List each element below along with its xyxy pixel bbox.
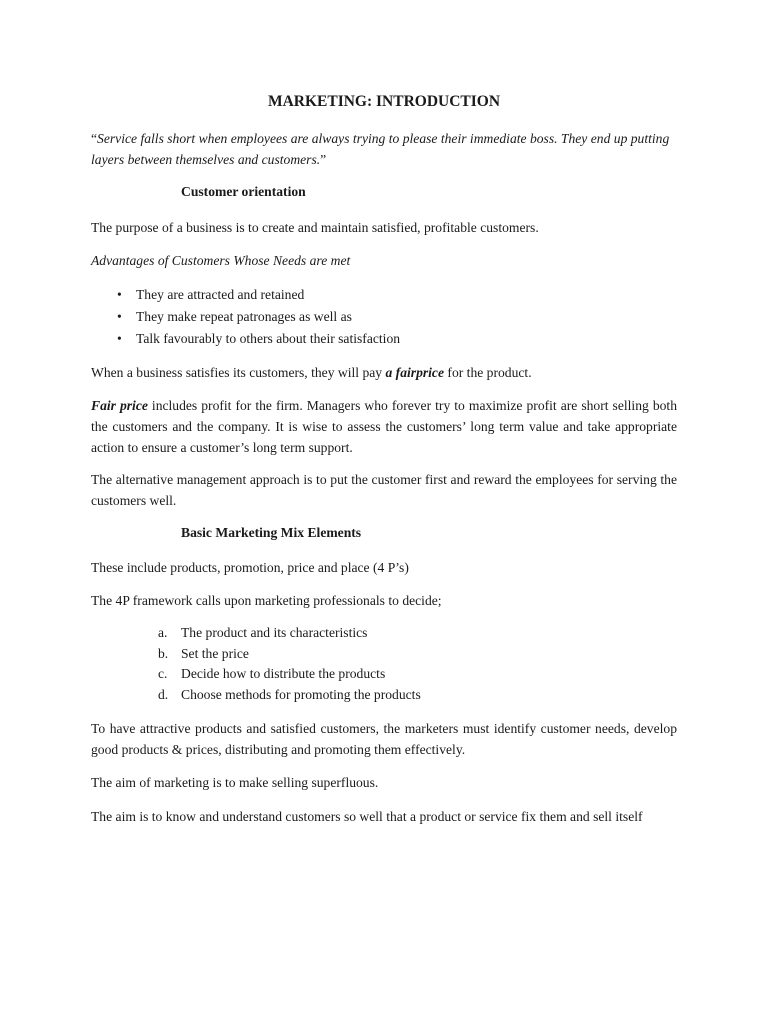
aim-of-marketing-paragraph: The aim of marketing is to make selling superfluous. (91, 775, 379, 790)
list-item (91, 644, 421, 665)
quote-close-mark: ” (320, 152, 327, 167)
quote-open-mark: “ (91, 131, 98, 146)
list-item (91, 306, 400, 328)
advantages-subheading: Advantages of Customers Whose Needs are met (91, 253, 351, 268)
purpose-paragraph: The purpose of a business is to create and maintain satisfied, profitable customers. (91, 220, 539, 235)
list-item-text: Set the price (181, 645, 249, 661)
list-item (91, 328, 400, 350)
list-item-text: Talk favourably to others about their satisfaction (136, 331, 401, 346)
aim-understand-customers-paragraph: The aim is to know and understand customers so well that a product or service fix them and sell itself (91, 809, 643, 824)
list-marker: c. (158, 666, 168, 682)
bullet-icon: • (117, 309, 122, 324)
list-item-text: Decide how to distribute the products (181, 666, 386, 682)
section-heading-marketing-mix: Basic Marketing Mix Elements (181, 525, 362, 540)
list-item-text: Choose methods for promoting the products (181, 687, 421, 703)
bullet-icon: • (117, 287, 122, 302)
alternative-approach-paragraph: The alternative management approach is to put the customer first and reward the employees for serving the customers well. (91, 472, 677, 508)
fairprice-term: Fair price (91, 398, 148, 413)
attractive-products-paragraph: To have attractive products and satisfied customers, the marketers must identify customer needs, develop good products & prices, distributing and promoting them effectively. (91, 721, 677, 757)
fairprice-paragraph (91, 362, 677, 383)
fairprice-text-after: for the product. (444, 365, 532, 380)
quote-text: Service falls short when employees are always trying to please their immediate boss. They end up putting layers between themselves and customers. (91, 131, 670, 167)
list-item (91, 685, 421, 706)
bullet-icon: • (117, 331, 122, 346)
list-item (91, 664, 421, 685)
list-marker: b. (158, 645, 169, 661)
document-title: MARKETING: INTRODUCTION (267, 93, 501, 110)
opening-quote (91, 128, 677, 170)
framework-paragraph: The 4P framework calls upon marketing professionals to decide; (91, 593, 442, 608)
list-item-text: They are attracted and retained (136, 287, 305, 302)
list-marker: a. (158, 625, 168, 640)
fairprice-emphasis: a fairprice (385, 365, 445, 380)
fairprice-definition-paragraph (91, 395, 677, 458)
fairprice-definition-text: includes profit for the firm. Managers who forever try to maximize profit are short selling both the customers and the company. It is wise to assess the customers’ long term value and take appropriate action to ensure a customer’s long term support. (91, 398, 677, 455)
list-item (91, 284, 400, 306)
section-heading-customer-orientation: Customer orientation (181, 184, 306, 199)
advantages-list (91, 284, 400, 350)
list-item (91, 623, 421, 644)
fairprice-text-before: When a business satisfies its customers, they will pay (91, 365, 386, 380)
list-marker: d. (158, 687, 169, 703)
list-item-text: The product and its characteristics (181, 625, 368, 640)
list-item-text: They make repeat patronages as well as (136, 309, 352, 324)
framework-list (91, 623, 421, 706)
marketing-mix-includes-paragraph: These include products, promotion, price and place (4 P’s) (91, 560, 409, 575)
